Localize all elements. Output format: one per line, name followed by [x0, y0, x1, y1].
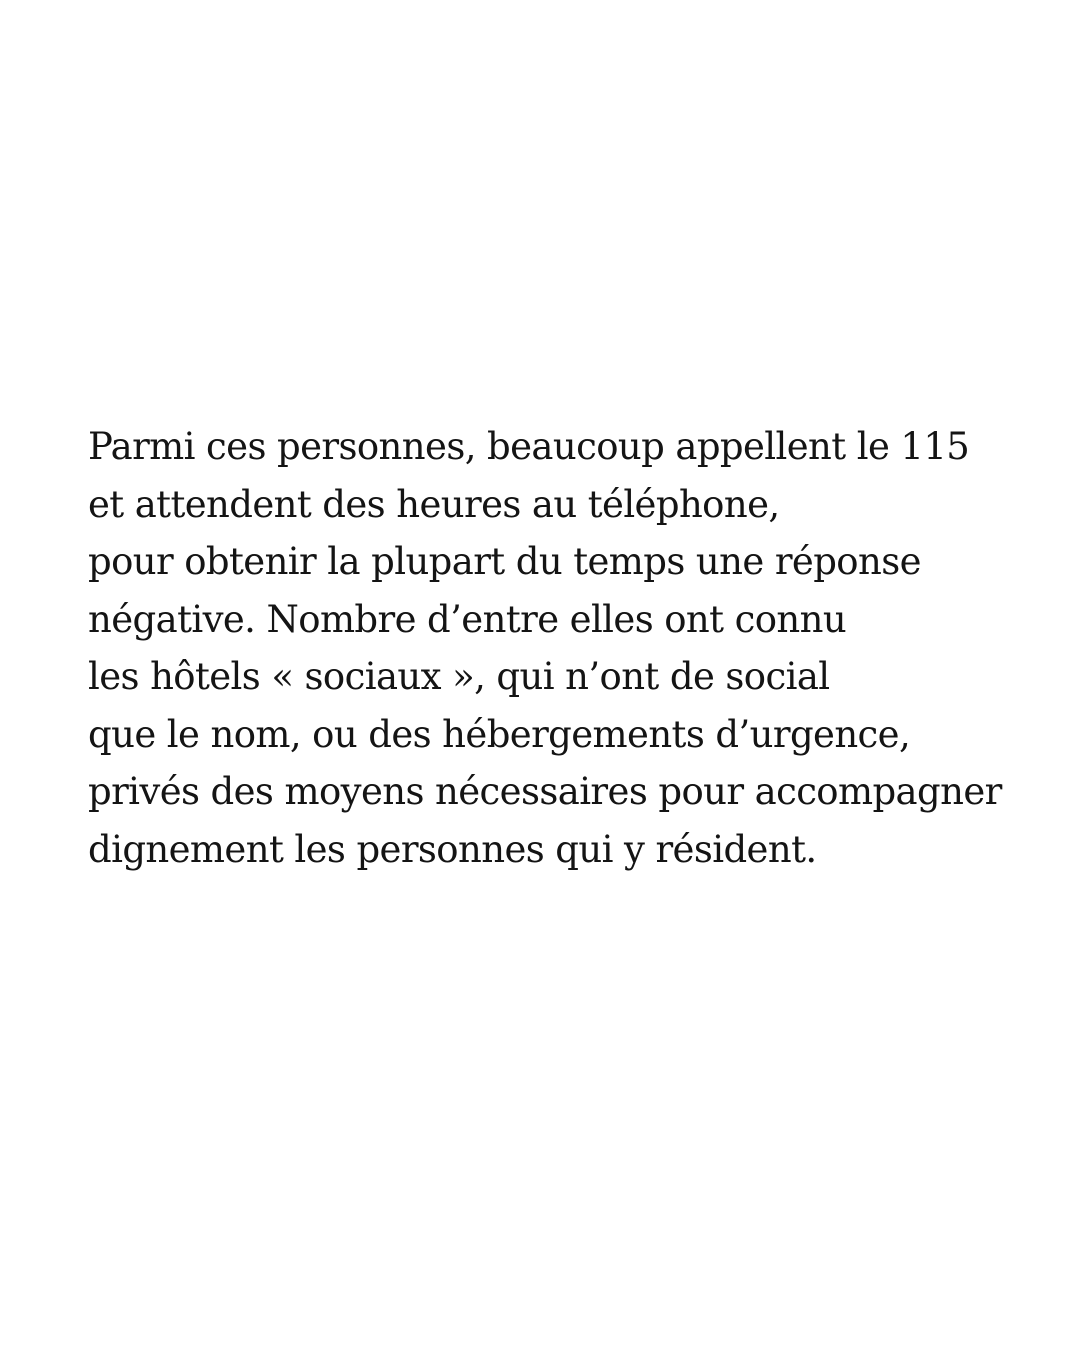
paragraph-line: et attendent des heures au téléphone, — [88, 482, 780, 526]
paragraph-line: Parmi ces personnes, beaucoup appellent le 115 — [88, 425, 970, 468]
paragraph-line: dignement les personnes qui y résident. — [88, 827, 817, 871]
paragraph-line: négative. Nombre d’entre elles ont connu — [88, 597, 847, 641]
paragraph-line: les hôtels « sociaux », qui n’ont de social — [88, 655, 830, 698]
body-paragraph — [88, 418, 1048, 878]
paragraph-line: privés des moyens nécessaires pour accompagner — [88, 770, 1002, 813]
paragraph-line: que le nom, ou des hébergements d’urgence, — [88, 712, 911, 756]
paragraph-line: pour obtenir la plupart du temps une réponse — [88, 540, 921, 583]
